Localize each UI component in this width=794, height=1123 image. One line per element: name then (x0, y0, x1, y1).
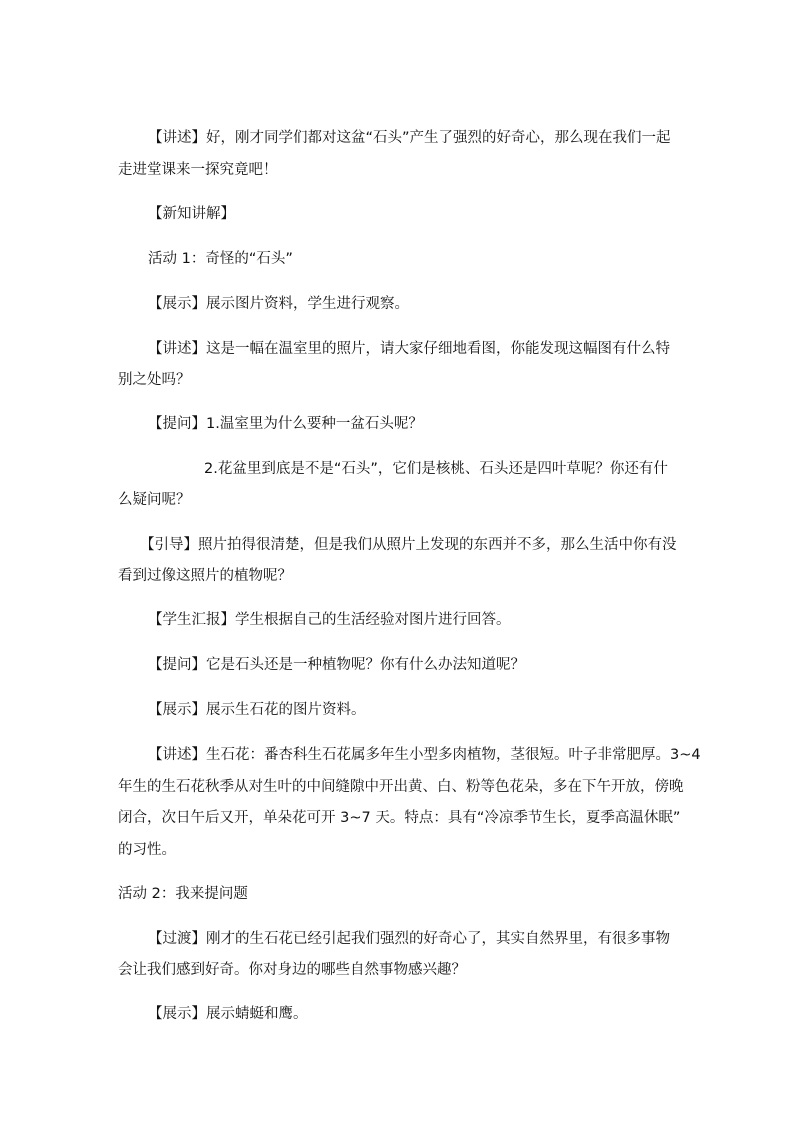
paragraph-11-line-3: 的习性。 (118, 842, 176, 858)
paragraph-5-line-0: 【提问】1.温室里为什么要种一盆石头呢？ (148, 416, 423, 432)
paragraph-0-line-1: 走进堂课来一探究竟吧！ (118, 162, 278, 178)
paragraph-6-line-0: 2.花盆里到底是不是“石头”，它们是核桃、石头还是四叶草呢？你还有什 (204, 461, 668, 477)
paragraph-14-line-0: 【展示】展示蜻蜓和鹰。 (148, 1006, 308, 1022)
paragraph-0-line-0: 【讲述】好，刚才同学们都对这盆“石头”产生了强烈的好奇心，那么现在我们一起 (148, 130, 671, 146)
activity-2-heading: 活动 2：我来提问题 (118, 886, 248, 902)
paragraph-11-line-0: 【讲述】生石花：番杏科生石花属多年生小型多肉植物，茎很短。叶子非常肥厚。3~4 (148, 747, 701, 763)
paragraph-13-line-1: 会让我们感到好奇。你对身边的哪些自然事物感兴趣？ (118, 962, 466, 978)
activity-1-heading: 活动 1：奇怪的“石头” (148, 251, 293, 267)
section-heading-new-knowledge: 【新知讲解】 (148, 206, 235, 222)
paragraph-7-line-0: 【引导】照片拍得很清楚，但是我们从照片上发现的东西并不多，那么生活中你有没 (140, 537, 677, 553)
paragraph-13-line-0: 【过渡】刚才的生石花已经引起我们强烈的好奇心了，其实自然界里，有很多事物 (148, 931, 670, 947)
paragraph-11-line-2: 闭合，次日午后又开，单朵花可开 3~7 天。特点：具有“冷凉季节生长，夏季高温休眠” (118, 810, 681, 826)
paragraph-11-line-1: 年生的生石花秋季从对生叶的中间缝隙中开出黄、白、粉等色花朵，多在下午开放，傍晚 (118, 779, 684, 795)
paragraph-8-line-0: 【学生汇报】学生根据自己的生活经验对图片进行回答。 (148, 612, 511, 628)
paragraph-9-line-0: 【提问】它是石头还是一种植物呢？你有什么办法知道呢？ (148, 657, 525, 673)
paragraph-10-line-0: 【展示】展示生石花的图片资料。 (148, 702, 366, 718)
paragraph-7-line-1: 看到过像这照片的植物呢？ (118, 568, 292, 584)
paragraph-4-line-1: 别之处吗？ (118, 372, 191, 388)
paragraph-3-line-0: 【展示】展示图片资料，学生进行观察。 (148, 296, 409, 312)
paragraph-4-line-0: 【讲述】这是一幅在温室里的照片，请大家仔细地看图，你能发现这幅图有什么特 (148, 341, 670, 357)
paragraph-6-line-1: 么疑问呢？ (118, 492, 191, 508)
